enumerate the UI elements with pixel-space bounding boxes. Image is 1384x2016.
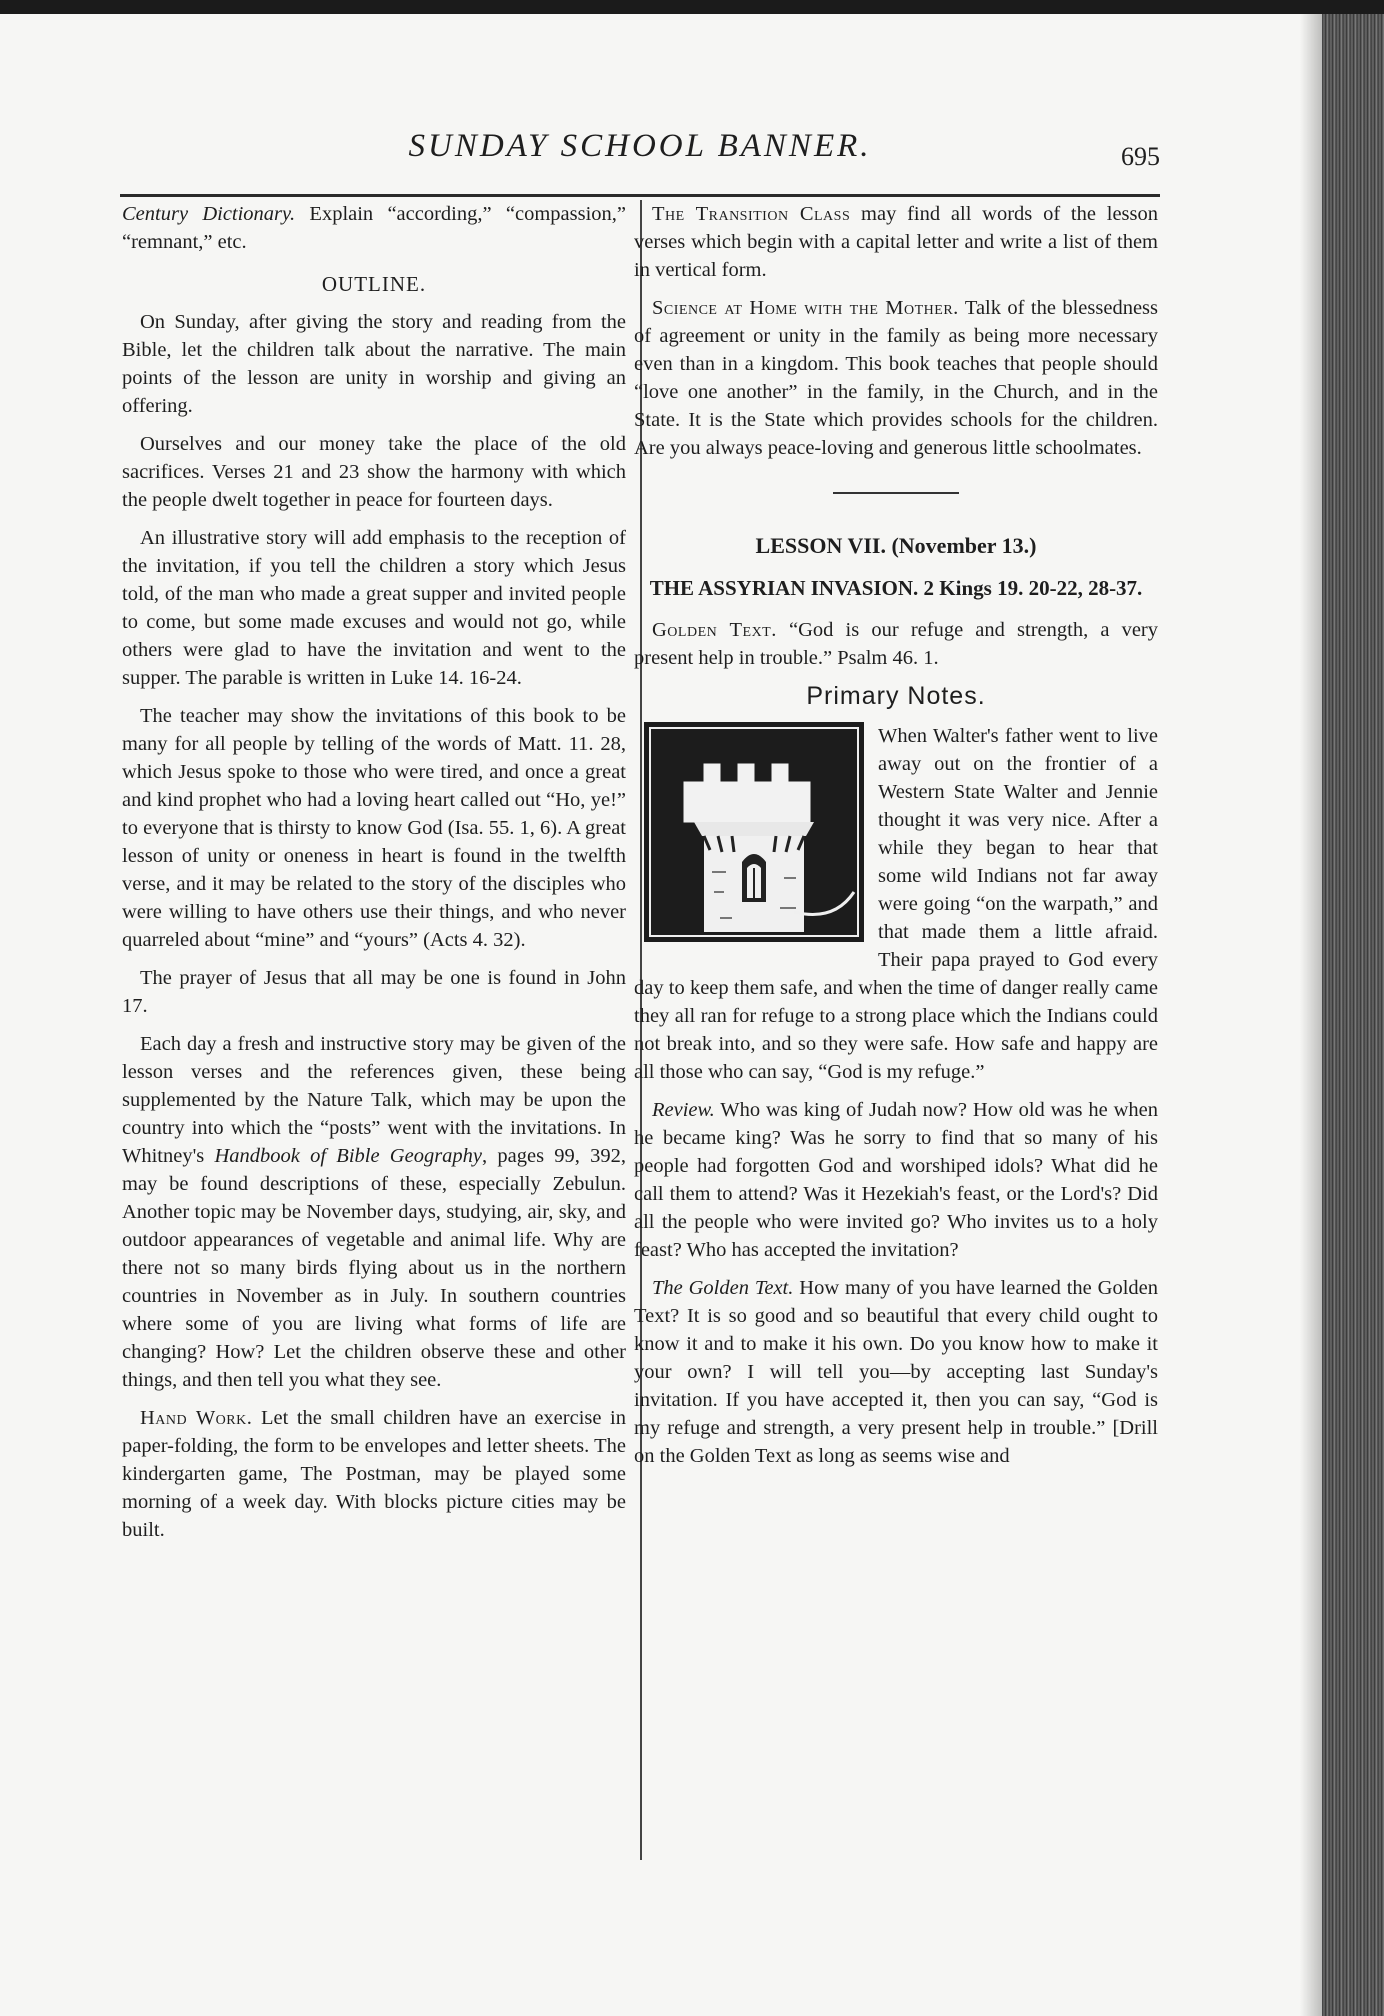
running-title: SUNDAY SCHOOL BANNER. — [408, 128, 872, 164]
transition-class-text: may find all words of the lesson verses which begin with a capital letter and write a list of them in vertical form. — [634, 203, 1158, 281]
review-label: Review. — [652, 1099, 715, 1121]
page-header — [120, 120, 1160, 190]
primary-notes-heading: Primary Notes. — [806, 682, 986, 710]
science-at-home-text: Talk of the blessedness of agreement or unity in the family as being more necessary even than in a kingdom. This book teaches that people should “love one another” in the family, in the Church, and in the State. It is the State which provides schools for the children. Are you always peace-loving and generous little schoolmates. — [634, 297, 1158, 459]
paragraph-6-text-b: , pages 99, 392, may be found descriptions of these, especially Zebulun. Another topic may be November days, studying, air, sky, and outdoor appearances of vegetable and animal life. Why are there not so many birds flying about us in the northern countries in November as in July. In southern countries where some of you are living what forms of life are changing? How? Let the children observe these and other things, and then tell you what they see. — [122, 1145, 627, 1391]
golden-text-paragraph — [634, 616, 1158, 672]
review-text: Who was king of Judah now? How old was he when he became king? Was he sorry to find that so many of his people had forgotten God and worshiped idols? What did he call them to attend? Was it Hezekiah's feast, or the Lord's? Did all the people who were invited go? Who invites us to a holy feast? Who has accepted the invitation? — [634, 1099, 1158, 1261]
golden-text-quote: “God is our refuge and strength, a very present help in trouble.” Psalm 46. 1. — [634, 619, 1158, 669]
lesson-heading: LESSON VII. (November 13.) — [755, 533, 1037, 558]
intro-paragraph — [122, 200, 626, 256]
outline-paragraph-1: On Sunday, after giving the story and reading from the Bible, let the children talk about the narrative. The main points of the lesson are unity in worship and giving an offering. — [122, 311, 626, 417]
hand-work-paragraph — [122, 1404, 626, 1544]
intro-reference: Century Dictionary. — [122, 203, 296, 225]
page-number: 695 — [1121, 142, 1160, 171]
book-title-reference: Handbook of Bible Geography — [214, 1145, 483, 1167]
outline-paragraph-6 — [122, 1030, 626, 1394]
hand-work-label: Hand Work. — [140, 1407, 253, 1429]
left-column — [122, 200, 626, 1554]
primary-story-paragraph: When Walter's father went to live away out on the frontier of a Western State Walter and Jennie thought it was very nice. After a while they began to hear that some wild Indians not far away were going “on the warpath,” and that made them a little afraid. Their papa prayed to God every day to keep them safe, and when the time of danger really came they all ran for refuge to a strong place which the Indians could not break into, and so they were safe. How safe and happy are all those who can say, “God is my refuge.” — [634, 725, 1158, 1083]
science-at-home-paragraph — [634, 294, 1158, 462]
castle-tower-icon — [644, 722, 864, 942]
transition-class-label: The Transition Class — [652, 203, 851, 225]
outline-paragraph-5: The prayer of Jesus that all may be one is found in John 17. — [122, 967, 626, 1017]
lesson-title: THE ASSYRIAN INVASION. 2 Kings 19. 20-22, 28-37. — [649, 576, 1143, 600]
header-rule — [120, 194, 1160, 197]
page-gutter-shadow — [1300, 14, 1324, 2016]
review-paragraph — [634, 1096, 1158, 1264]
outline-heading: OUTLINE. — [321, 272, 427, 296]
hand-work-text: Let the small children have an exercise in paper-folding, the form to be envelopes and letter sheets. The kindergarten game, The Postman, may be played some morning of a week day. With blocks picture cities may be built. — [122, 1407, 626, 1541]
golden-text-note-paragraph — [634, 1274, 1158, 1470]
golden-text-note-label: The Golden Text. — [652, 1277, 794, 1299]
outline-paragraph-2: Ourselves and our money take the place of the old sacrifices. Verses 21 and 23 show the harmony with which the people dwelt together in peace for fourteen days. — [122, 433, 626, 511]
paragraph-6-text-a: Each day a fresh and instructive story may be given of the lesson verses and the references given, these being supplemented by the Nature Talk, which may be upon the country into which the “posts” went with the invitations. In Whitney's — [122, 1033, 626, 1167]
outline-paragraph-3: An illustrative story will add emphasis to the reception of the invitation, if you tell the children a story which Jesus told, of the man who made a great supper and invited people to come, but some made excuses and would not go, while others were glad to have the invitation and went to the supper. The parable is written in Luke 14. 16-24. — [122, 527, 626, 689]
outline-paragraph-4: The teacher may show the invitations of this book to be many for all people by telling of the words of Matt. 11. 28, which Jesus spoke to those who were tired, and once a great and kind prophet who had a loving heart called out “Ho, ye!” to everyone that is thirsty to know God (Isa. 55. 1, 6). A great lesson of unity or oneness in heart is found in the twelfth verse, and it may be related to the story of the disciples who were willing to have others use their things, and who never quarreled about “mine” and “yours” (Acts 4. 32). — [122, 705, 626, 951]
golden-text-label: Golden Text. — [652, 619, 777, 641]
golden-text-note-text: How many of you have learned the Golden Text? It is so good and so beautiful that every child ought to know it and to make it his own. Do you know how to make it your own? I will tell you—by accepting last Sunday's invitation. If you have accepted it, then you can say, “God is my refuge and strength, a very present help in trouble.” [Drill on the Golden Text as long as seems wise and — [634, 1277, 1159, 1467]
science-at-home-label: Science at Home with the Mother. — [652, 297, 959, 319]
section-divider — [833, 492, 959, 494]
book-page-edges — [1322, 14, 1384, 2016]
right-column — [634, 200, 1158, 1480]
transition-class-paragraph — [634, 200, 1158, 284]
scan-top-border — [0, 0, 1384, 14]
castle-tower-illustration — [644, 722, 864, 942]
intro-text: Explain “according,” “compassion,” “remnant,” etc. — [122, 203, 626, 253]
